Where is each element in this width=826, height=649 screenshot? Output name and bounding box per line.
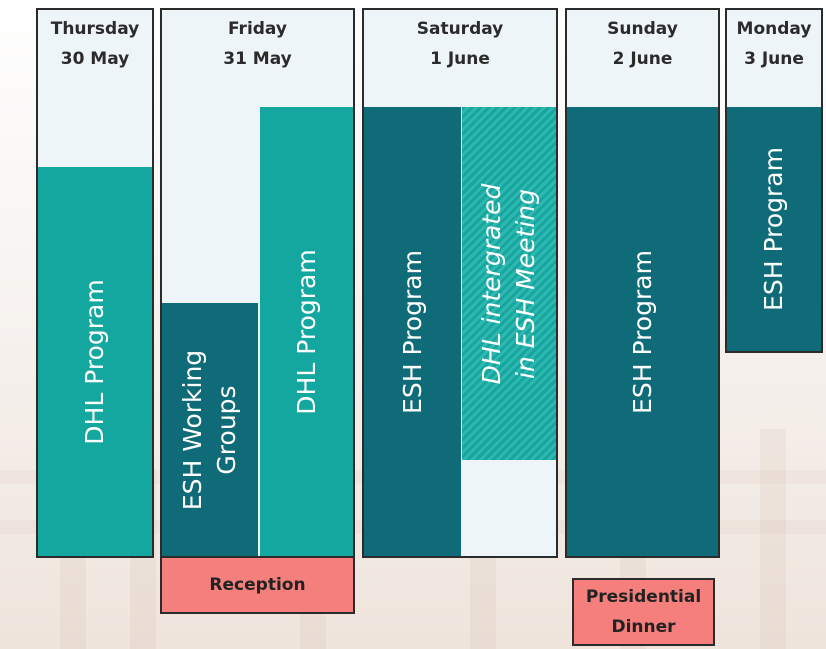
day-column-friday xyxy=(160,8,355,558)
block-label: ESH Program xyxy=(759,147,788,311)
event-label-line1: Presidential xyxy=(585,587,702,607)
day-header-thursday xyxy=(38,10,152,110)
weekday-label: Friday xyxy=(228,19,287,39)
date-label: 31 May xyxy=(223,49,292,69)
date-label: 30 May xyxy=(60,49,130,69)
block-label: DHL Program xyxy=(80,278,109,445)
day-column-saturday xyxy=(362,8,558,558)
date-label: 2 June xyxy=(612,49,673,69)
weekday-label: Sunday xyxy=(607,19,678,39)
date-label: 3 June xyxy=(744,49,804,69)
block-label: DHL Program xyxy=(291,248,321,415)
esh-program-block xyxy=(727,107,821,351)
event-label-line2: Dinner xyxy=(611,617,676,637)
date-label: 1 June xyxy=(430,49,490,69)
esh-program-block xyxy=(567,107,718,556)
esh-program-block xyxy=(364,107,461,556)
day-column-monday xyxy=(725,8,823,353)
weekday-label: Saturday xyxy=(416,19,504,39)
dhl-program-block xyxy=(38,167,152,556)
day-header-friday xyxy=(162,10,353,110)
weekday-label: Thursday xyxy=(50,19,140,39)
presidential-dinner-event xyxy=(572,578,715,646)
dhl-program-block xyxy=(260,107,353,556)
block-label: DHL intergrated in ESH Meeting xyxy=(477,183,540,384)
reception-event xyxy=(160,556,355,614)
day-column-thursday xyxy=(36,8,154,558)
event-label: Reception xyxy=(209,575,306,595)
day-column-sunday xyxy=(565,8,720,558)
esh-working-groups-block xyxy=(162,303,258,556)
weekday-label: Monday xyxy=(736,19,812,39)
block-label: ESH Program xyxy=(627,249,657,414)
block-label: ESH Working Groups xyxy=(178,349,241,510)
day-header-sunday xyxy=(567,10,718,110)
dhl-integrated-block xyxy=(462,107,556,460)
day-header-monday xyxy=(727,10,821,110)
block-label: ESH Program xyxy=(397,249,427,414)
day-header-saturday xyxy=(364,10,556,110)
